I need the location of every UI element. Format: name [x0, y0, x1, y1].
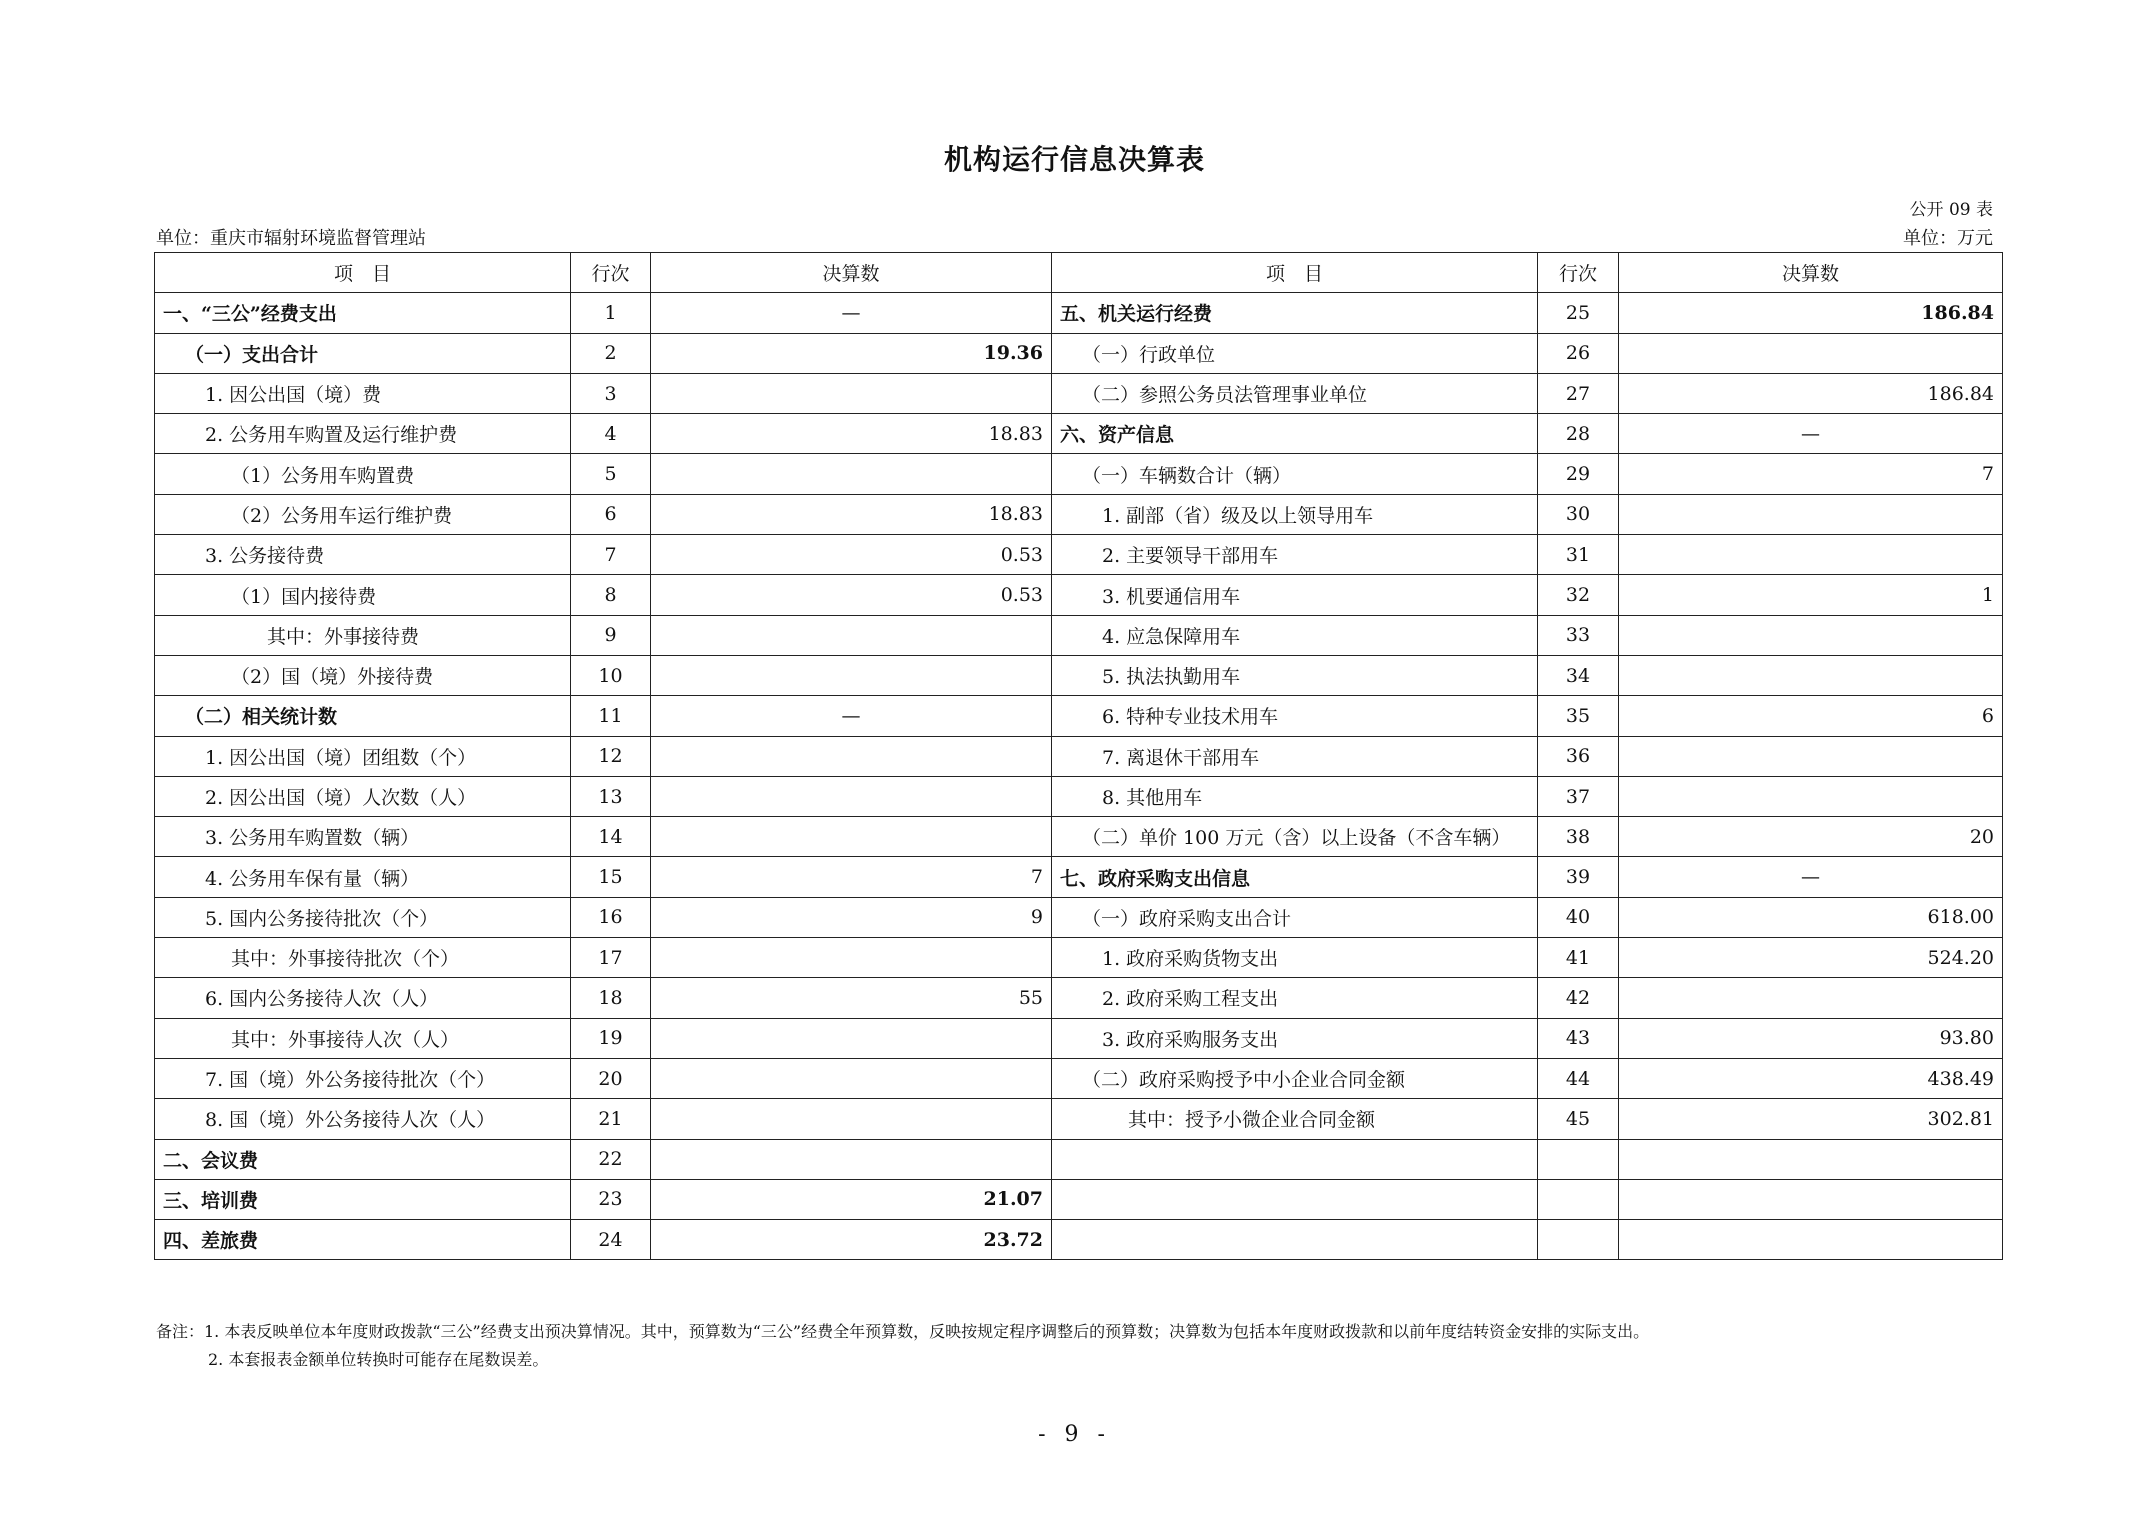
note-line-2: 2. 本套报表金额单位转换时可能存在尾数误差。: [208, 1350, 549, 1369]
right-amount-cell: 1: [1619, 575, 2003, 615]
left-item-cell: 其中：外事接待人次（人）: [155, 1018, 571, 1058]
left-item-cell: （2）国（境）外接待费: [155, 655, 571, 695]
left-item-cell: 三、培训费: [155, 1179, 571, 1219]
right-amount-cell: 186.84: [1619, 373, 2003, 413]
left-amount-cell: 23.72: [651, 1220, 1052, 1260]
table-row: [155, 535, 2003, 575]
left-row-number-cell: 7: [571, 535, 651, 575]
table-row: [155, 1058, 2003, 1098]
table-row: [155, 736, 2003, 776]
header-item-right: 项 目: [1052, 253, 1538, 293]
left-item-cell: 四、差旅费: [155, 1220, 571, 1260]
left-amount-cell: 0.53: [651, 535, 1052, 575]
right-row-number-cell: 34: [1538, 655, 1619, 695]
left-amount-cell: 19.36: [651, 333, 1052, 373]
right-row-number-cell: 35: [1538, 696, 1619, 736]
left-amount-cell: 7: [651, 857, 1052, 897]
right-item-cell: （二）参照公务员法管理事业单位: [1052, 373, 1538, 413]
table-row: [155, 293, 2003, 333]
right-item-cell: 8. 其他用车: [1052, 776, 1538, 816]
table-row: [155, 1018, 2003, 1058]
left-row-number-cell: 13: [571, 776, 651, 816]
right-item-cell: 4. 应急保障用车: [1052, 615, 1538, 655]
left-item-cell: 6. 国内公务接待人次（人）: [155, 978, 571, 1018]
right-row-number-cell: 39: [1538, 857, 1619, 897]
left-row-number-cell: 5: [571, 454, 651, 494]
table-row: [155, 776, 2003, 816]
left-amount-cell: [651, 736, 1052, 776]
left-amount-cell: [651, 373, 1052, 413]
right-amount-cell: 7: [1619, 454, 2003, 494]
table-row: [155, 978, 2003, 1018]
right-amount-cell: [1619, 333, 2003, 373]
left-row-number-cell: 17: [571, 938, 651, 978]
right-item-cell: 五、机关运行经费: [1052, 293, 1538, 333]
right-row-number-cell: 31: [1538, 535, 1619, 575]
right-item-cell: 1. 副部（省）级及以上领导用车: [1052, 494, 1538, 534]
left-row-number-cell: 18: [571, 978, 651, 1018]
right-row-number-cell: [1538, 1139, 1619, 1179]
left-amount-cell: [651, 938, 1052, 978]
right-row-number-cell: 44: [1538, 1058, 1619, 1098]
table-row: [155, 454, 2003, 494]
left-item-cell: 2. 因公出国（境）人次数（人）: [155, 776, 571, 816]
right-item-cell: [1052, 1179, 1538, 1219]
left-item-cell: 5. 国内公务接待批次（个）: [155, 897, 571, 937]
left-amount-cell: [651, 454, 1052, 494]
header-amount-left: 决算数: [651, 253, 1052, 293]
right-amount-cell: [1619, 1139, 2003, 1179]
left-amount-cell: [651, 1058, 1052, 1098]
left-item-cell: 3. 公务用车购置数（辆）: [155, 817, 571, 857]
right-row-number-cell: 45: [1538, 1099, 1619, 1139]
right-item-cell: 6. 特种专业技术用车: [1052, 696, 1538, 736]
right-amount-cell: 302.81: [1619, 1099, 2003, 1139]
right-item-cell: （一）行政单位: [1052, 333, 1538, 373]
form-number: 公开 09 表: [1909, 200, 1993, 220]
right-row-number-cell: 36: [1538, 736, 1619, 776]
right-row-number-cell: [1538, 1220, 1619, 1260]
table-row: [155, 1179, 2003, 1219]
left-row-number-cell: 20: [571, 1058, 651, 1098]
left-row-number-cell: 9: [571, 615, 651, 655]
table-row: [155, 575, 2003, 615]
page-number: - 9 -: [1038, 1422, 1111, 1447]
header-item-left: 项 目: [155, 253, 571, 293]
right-row-number-cell: 38: [1538, 817, 1619, 857]
table-header-row: [155, 253, 2003, 293]
left-row-number-cell: 24: [571, 1220, 651, 1260]
right-amount-cell: [1619, 655, 2003, 695]
right-row-number-cell: 33: [1538, 615, 1619, 655]
left-row-number-cell: 8: [571, 575, 651, 615]
right-row-number-cell: [1538, 1179, 1619, 1219]
left-item-cell: 2. 公务用车购置及运行维护费: [155, 414, 571, 454]
right-item-cell: [1052, 1139, 1538, 1179]
header-row-right: 行次: [1538, 253, 1619, 293]
right-amount-cell: [1619, 1179, 2003, 1219]
header-amount-right: 决算数: [1619, 253, 2003, 293]
left-amount-cell: [651, 1139, 1052, 1179]
right-item-cell: （二）单价 100 万元（含）以上设备（不含车辆）: [1052, 817, 1538, 857]
right-row-number-cell: 43: [1538, 1018, 1619, 1058]
table-row: [155, 817, 2003, 857]
left-amount-cell: 21.07: [651, 1179, 1052, 1219]
table-row: [155, 494, 2003, 534]
left-row-number-cell: 11: [571, 696, 651, 736]
left-item-cell: 1. 因公出国（境）团组数（个）: [155, 736, 571, 776]
left-row-number-cell: 16: [571, 897, 651, 937]
left-row-number-cell: 3: [571, 373, 651, 413]
left-row-number-cell: 15: [571, 857, 651, 897]
right-item-cell: （二）政府采购授予中小企业合同金额: [1052, 1058, 1538, 1098]
left-amount-cell: 0.53: [651, 575, 1052, 615]
right-row-number-cell: 32: [1538, 575, 1619, 615]
right-row-number-cell: 26: [1538, 333, 1619, 373]
table-row: [155, 1220, 2003, 1260]
right-item-cell: 其中：授予小微企业合同金额: [1052, 1099, 1538, 1139]
right-amount-cell: 618.00: [1619, 897, 2003, 937]
right-item-cell: [1052, 1220, 1538, 1260]
left-row-number-cell: 21: [571, 1099, 651, 1139]
left-row-number-cell: 23: [571, 1179, 651, 1219]
right-amount-cell: —: [1619, 414, 2003, 454]
right-amount-cell: [1619, 494, 2003, 534]
right-amount-cell: 20: [1619, 817, 2003, 857]
left-item-cell: 一、“三公”经费支出: [155, 293, 571, 333]
left-amount-cell: [651, 817, 1052, 857]
left-amount-cell: [651, 655, 1052, 695]
header-row-left: 行次: [571, 253, 651, 293]
left-amount-cell: 18.83: [651, 414, 1052, 454]
right-item-cell: 3. 政府采购服务支出: [1052, 1018, 1538, 1058]
table-row: [155, 1099, 2003, 1139]
left-item-cell: （一）支出合计: [155, 333, 571, 373]
right-item-cell: 1. 政府采购货物支出: [1052, 938, 1538, 978]
left-item-cell: 8. 国（境）外公务接待人次（人）: [155, 1099, 571, 1139]
left-row-number-cell: 2: [571, 333, 651, 373]
right-row-number-cell: 29: [1538, 454, 1619, 494]
left-item-cell: 3. 公务接待费: [155, 535, 571, 575]
settlement-table: [154, 252, 2003, 1260]
left-amount-cell: —: [651, 293, 1052, 333]
left-item-cell: 二、会议费: [155, 1139, 571, 1179]
right-row-number-cell: 41: [1538, 938, 1619, 978]
right-item-cell: 七、政府采购支出信息: [1052, 857, 1538, 897]
right-row-number-cell: 27: [1538, 373, 1619, 413]
left-row-number-cell: 4: [571, 414, 651, 454]
right-item-cell: 2. 主要领导干部用车: [1052, 535, 1538, 575]
right-amount-cell: 93.80: [1619, 1018, 2003, 1058]
right-amount-cell: [1619, 535, 2003, 575]
left-item-cell: （2）公务用车运行维护费: [155, 494, 571, 534]
notes: [156, 1318, 1649, 1374]
right-row-number-cell: 25: [1538, 293, 1619, 333]
right-item-cell: 六、资产信息: [1052, 414, 1538, 454]
page-title: 机构运行信息决算表: [943, 143, 1205, 176]
right-item-cell: （一）政府采购支出合计: [1052, 897, 1538, 937]
left-amount-cell: —: [651, 696, 1052, 736]
right-row-number-cell: 37: [1538, 776, 1619, 816]
table-row: [155, 333, 2003, 373]
right-amount-cell: —: [1619, 857, 2003, 897]
table-row: [155, 373, 2003, 413]
right-amount-cell: 6: [1619, 696, 2003, 736]
right-row-number-cell: 42: [1538, 978, 1619, 1018]
table-row: [155, 897, 2003, 937]
left-item-cell: 1. 因公出国（境）费: [155, 373, 571, 413]
left-amount-cell: 9: [651, 897, 1052, 937]
left-row-number-cell: 10: [571, 655, 651, 695]
left-amount-cell: [651, 776, 1052, 816]
right-amount-cell: [1619, 978, 2003, 1018]
left-item-cell: （二）相关统计数: [155, 696, 571, 736]
right-row-number-cell: 28: [1538, 414, 1619, 454]
left-row-number-cell: 19: [571, 1018, 651, 1058]
table-row: [155, 1139, 2003, 1179]
right-amount-cell: [1619, 736, 2003, 776]
unit-organization: 单位：重庆市辐射环境监督管理站: [156, 228, 426, 249]
table-body: [155, 293, 2003, 1260]
right-row-number-cell: 30: [1538, 494, 1619, 534]
right-amount-cell: 524.20: [1619, 938, 2003, 978]
unit-currency: 单位：万元: [1903, 228, 1993, 249]
left-amount-cell: [651, 1018, 1052, 1058]
right-item-cell: 5. 执法执勤用车: [1052, 655, 1538, 695]
left-amount-cell: [651, 615, 1052, 655]
right-item-cell: 3. 机要通信用车: [1052, 575, 1538, 615]
right-amount-cell: 186.84: [1619, 293, 2003, 333]
right-item-cell: 2. 政府采购工程支出: [1052, 978, 1538, 1018]
left-amount-cell: [651, 1099, 1052, 1139]
left-row-number-cell: 12: [571, 736, 651, 776]
table-row: [155, 696, 2003, 736]
left-row-number-cell: 22: [571, 1139, 651, 1179]
right-amount-cell: [1619, 776, 2003, 816]
left-item-cell: （1）国内接待费: [155, 575, 571, 615]
left-item-cell: 其中：外事接待费: [155, 615, 571, 655]
left-item-cell: 7. 国（境）外公务接待批次（个）: [155, 1058, 571, 1098]
right-item-cell: （一）车辆数合计（辆）: [1052, 454, 1538, 494]
right-amount-cell: [1619, 615, 2003, 655]
right-row-number-cell: 40: [1538, 897, 1619, 937]
note-line-1: 备注：1. 本表反映单位本年度财政拨款“三公”经费支出预决算情况。其中，预算数为“三公”经费全年预算数，反映按规定程序调整后的预算数；决算数为包括本年度财政拨款和以前年度结转资金安排的实际支出。: [156, 1322, 1650, 1341]
left-row-number-cell: 1: [571, 293, 651, 333]
table-row: [155, 938, 2003, 978]
table-row: [155, 615, 2003, 655]
left-amount-cell: 55: [651, 978, 1052, 1018]
table-row: [155, 655, 2003, 695]
left-item-cell: （1）公务用车购置费: [155, 454, 571, 494]
left-amount-cell: 18.83: [651, 494, 1052, 534]
left-item-cell: 其中：外事接待批次（个）: [155, 938, 571, 978]
left-row-number-cell: 14: [571, 817, 651, 857]
table-row: [155, 414, 2003, 454]
left-row-number-cell: 6: [571, 494, 651, 534]
right-amount-cell: [1619, 1220, 2003, 1260]
right-item-cell: 7. 离退休干部用车: [1052, 736, 1538, 776]
right-amount-cell: 438.49: [1619, 1058, 2003, 1098]
table-row: [155, 857, 2003, 897]
left-item-cell: 4. 公务用车保有量（辆）: [155, 857, 571, 897]
